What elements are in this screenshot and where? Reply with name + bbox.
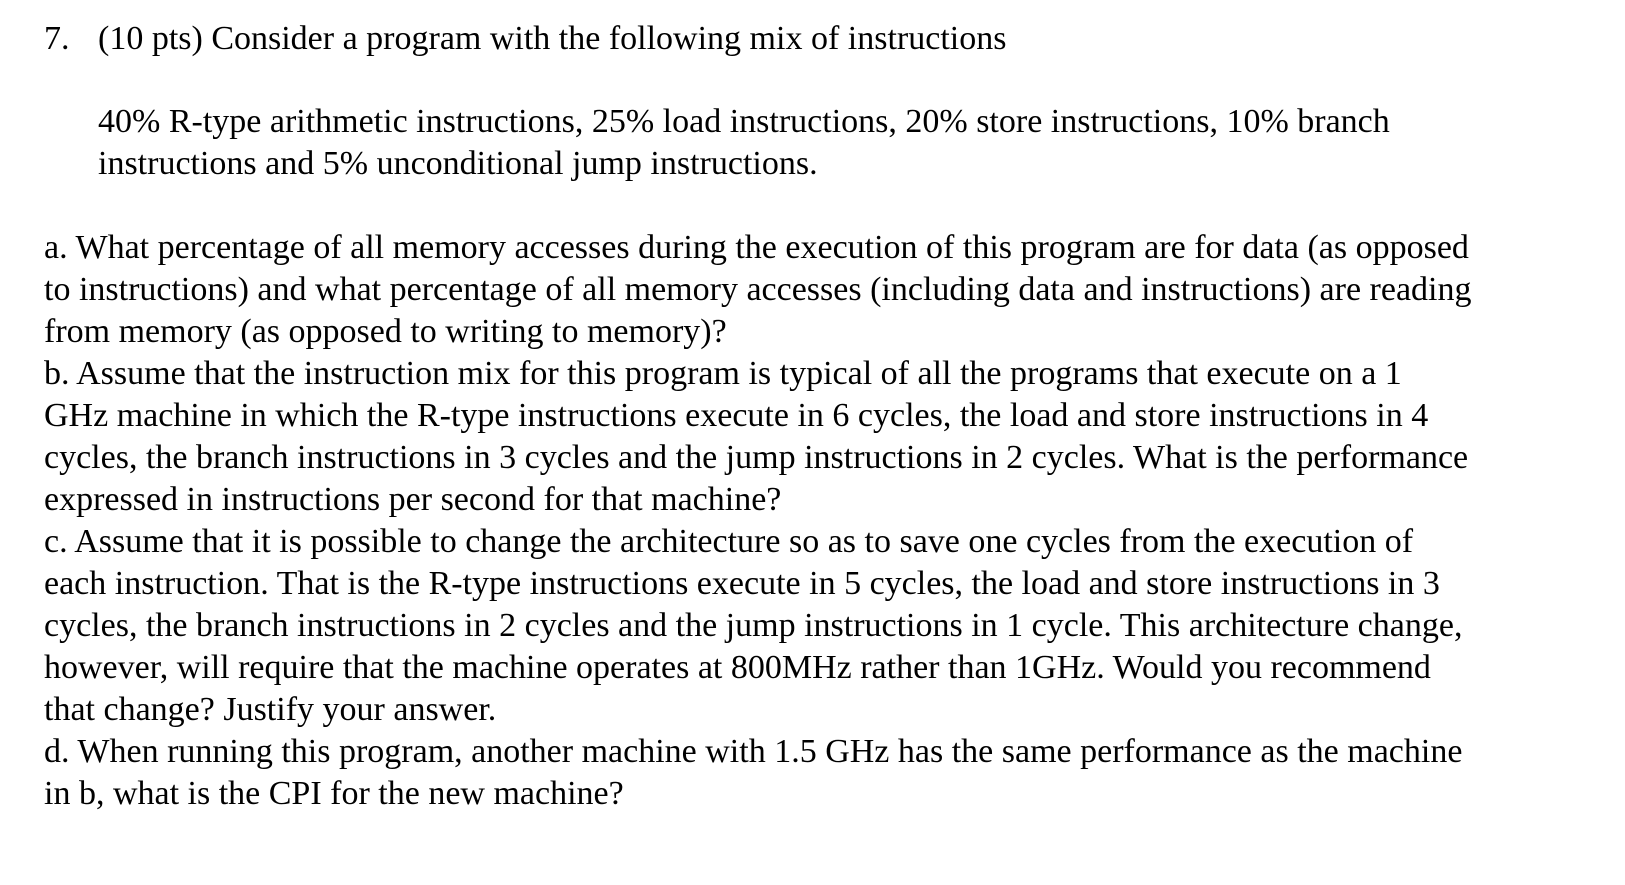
part-c-line: however, will require that the machine operates at 800MHz rather than 1GHz. Would you recommend	[44, 649, 1431, 686]
part-d-line: d. When running this program, another machine with 1.5 GHz has the same performance as the machine	[44, 733, 1463, 770]
part-d-line: in b, what is the CPI for the new machine?	[44, 775, 624, 812]
part-b-line: expressed in instructions per second for that machine?	[44, 481, 782, 518]
part-c-line: that change? Justify your answer.	[44, 691, 497, 728]
part-c-line: c. Assume that it is possible to change the architecture so as to save one cycles from the execution of	[44, 523, 1414, 560]
question-number: 7.	[44, 20, 70, 57]
question-parts	[44, 227, 1604, 815]
text-line: instructions and 5% unconditional jump instructions.	[98, 145, 818, 182]
question-header	[44, 18, 1006, 60]
part-a-line: to instructions) and what percentage of all memory accesses (including data and instructions) are reading	[44, 271, 1472, 308]
part-a-line: a. What percentage of all memory accesses during the execution of this program are for data (as opposed	[44, 229, 1469, 266]
text-line: 40% R-type arithmetic instructions, 25% load instructions, 20% store instructions, 10% branch	[98, 103, 1390, 140]
part-b-line: b. Assume that the instruction mix for this program is typical of all the programs that execute on a 1	[44, 355, 1402, 392]
instruction-mix-paragraph	[98, 101, 1518, 185]
part-c-line: each instruction. That is the R-type instructions execute in 5 cycles, the load and store instructions in 3	[44, 565, 1440, 602]
question-title: (10 pts) Consider a program with the following mix of instructions	[98, 20, 1007, 57]
part-a-line: from memory (as opposed to writing to memory)?	[44, 313, 727, 350]
part-b-line: GHz machine in which the R-type instructions execute in 6 cycles, the load and store instructions in 4	[44, 397, 1429, 434]
part-c-line: cycles, the branch instructions in 2 cycles and the jump instructions in 1 cycle. This architecture change,	[44, 607, 1463, 644]
part-b-line: cycles, the branch instructions in 3 cycles and the jump instructions in 2 cycles. What is the performance	[44, 439, 1469, 476]
